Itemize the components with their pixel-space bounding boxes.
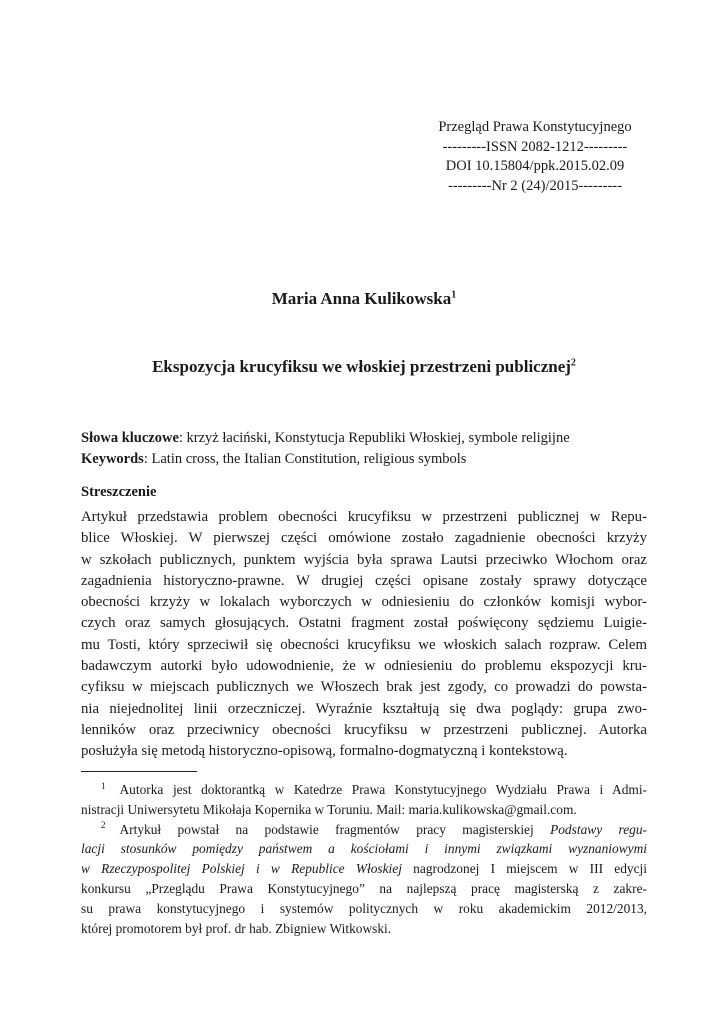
footnote-2-line: konkursu „Przeglądu Prawa Konstytucyjnego” na najlepszą pracę magisterską z zakre- [81,880,647,896]
abstract-line: Artykuł przedstawia problem obecności krucyfiksu w przestrzeni publicznej w Repu- [81,509,647,525]
footnote-2-line [81,839,647,859]
footnote-2-text: nagrodzonej I miejscem w III edycji [401,861,648,877]
footnote-1-text: Autorka jest doktorantką w Katedrze Prawa Konstytucyjnego Wydziału Prawa i Admi- [119,782,647,797]
journal-issue: ---------Nr 2 (24)/2015--------- [448,177,622,194]
abstract-line: obecności krzyży w lokalach wyborczych w odniesieniu do członków komisji wybor- [81,594,647,611]
journal-name: Przegląd Prawa Konstytucyjnego [438,119,632,135]
keywords-en-label: Keywords [81,451,144,467]
footnote-2-mark: 2 [101,820,106,831]
keywords-en-text: : Latin cross, the Italian Constitution, religious symbols [143,451,467,467]
journal-issn: ---------ISSN 2082-1212--------- [442,138,628,155]
article-title [0,357,728,377]
keywords-pl-label: Słowa kluczowe [81,430,179,446]
title-footnote-ref[interactable]: 2 [570,357,576,369]
abstract-body [81,507,647,763]
keywords-pl-text: : krzyż łaciński, Konstytucja Republiki Włoskiej, symbole religijne [178,430,570,446]
footnote-2-italic: lacji stosunków pomiędzy państwem a kościołami i innymi związkami wyznaniowymi [81,841,647,857]
footnote-2-line [81,859,647,879]
keywords-en [81,449,661,470]
abstract-line: mu Tosti, który sprzeciwił się obecności krucyfiksu we włoskich salach rozpraw. Celem [81,636,647,653]
journal-doi: DOI 10.15804/ppk.2015.02.09 [445,158,625,174]
author-line [0,289,728,309]
keywords-pl [81,428,661,449]
footnote-2-line: której promotorem był prof. dr hab. Zbigniew Witkowski. [81,920,392,936]
footnote-1-mark: 1 [101,780,106,791]
abstract-line: czych oraz samych głosujących. Ostatni fragment został poświęcony sędziemu Luigie- [81,615,647,632]
footnote-2-italic: w Rzeczypospolitej Polskiej i w Republice Włoskiej [81,861,402,877]
abstract-line: w szkołach publicznych, punktem wyjścia była sprawa Lautsi przeciwko Włochom oraz [81,551,647,568]
abstract-line: cyfiksu w miejscach publicznych we Włoszech brak jest zgody, co prowadzi do powsta- [81,679,647,696]
abstract-line: posłużyła się metodą historyczno-opisową, formalno-dogmatyczną i kontekstową. [81,743,568,760]
abstract-heading: Streszczenie [81,484,157,500]
abstract-line: nia niejednolitej linii orzeczniczej. Wyraźnie kształtują się dwa poglądy: grupa zwo- [81,700,647,717]
journal-header [400,118,670,196]
keywords-block [81,428,661,470]
title-text: Ekspozycja krucyfiksu we włoskiej przestrzeni publicznej [152,357,571,376]
footnote-1-line: nistracji Uniwersytetu Mikołaja Kopernika w Toruniu. Mail: maria.kulikowska@gmail.com. [81,801,577,817]
abstract-line: badawczym autorki było udowodnienie, że w odniesieniu do problemu ekspozycji kru- [81,658,647,675]
footnote-separator [81,771,197,772]
abstract-line: lenników oraz przeciwnicy obecności krucyfiksu w przestrzeni publicznej. Autorka [81,721,647,738]
footnote-2-text: Artykuł powstał na podstawie fragmentów pracy magisterskiej [119,821,551,837]
abstract-line: zagadnienia historyczno-prawne. W drugiej części opisane zostały sprawy dotyczące [81,572,647,589]
footnote-2-italic: Podstawy regu- [550,821,647,837]
footnotes [81,780,647,938]
footnote-1-line [81,780,647,800]
author-name: Maria Anna Kulikowska [271,289,452,308]
author-footnote-ref[interactable]: 1 [451,289,457,301]
footnote-2-line: su prawa konstytucyjnego i systemów politycznych w roku akademickim 2012/2013, [81,900,647,916]
footnote-2-line [81,820,647,840]
abstract-line: blice Włoskiej. W pierwszej części omówione zostało zagadnienie obecności krzyży [81,530,647,547]
